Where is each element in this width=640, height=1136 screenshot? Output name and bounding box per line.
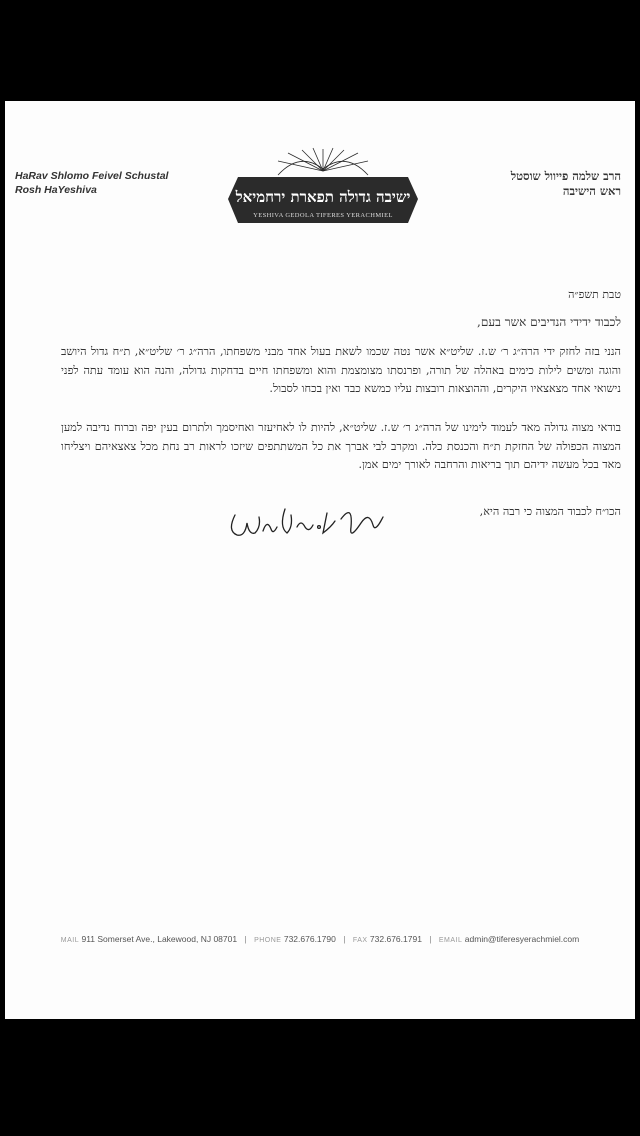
footer-divider: | (343, 934, 346, 944)
open-book-icon (278, 148, 368, 175)
english-rabbi-title: Rosh HaYeshiva (15, 184, 97, 196)
letter-closing: הכו״ח לכבוד המצוה כי רבה היא, (479, 505, 621, 518)
footer-divider: | (429, 934, 432, 944)
email-label: EMAIL (438, 937, 463, 944)
fax-label: FAX (352, 937, 368, 944)
handwritten-signature (223, 497, 393, 545)
mail-label: MAIL (60, 937, 80, 944)
logo-english-name: YESHIVA GEDOLA TIFERES YERACHMIEL (253, 212, 393, 219)
yeshiva-logo (218, 147, 428, 229)
footer-phone: 732.676.1790 (283, 934, 336, 944)
phone-label: PHONE (254, 937, 282, 944)
letter-page (5, 101, 635, 1019)
letter-greeting: לכבוד ידידי הנדיבים אשר בעם, (477, 315, 621, 329)
footer-email: admin@tiferesyerachmiel.com (464, 934, 580, 944)
footer-fax: 732.676.1791 (369, 934, 422, 944)
hebrew-header (511, 169, 621, 199)
footer-divider: | (244, 934, 247, 944)
letterhead-footer (5, 934, 635, 944)
letter-paragraph-2: בודאי מצוה גדולה מאד לעמוד לימינו של הרה״ג ר׳ ש.ז. שליט״א, להיות לו לאחיעזר ואחיסמך ולתרום בעין יפה וברוח נדיבה למען המצוה הכפולה של החזקת ת״ח והכנסת כלה. ומקרב לבי אברך את כל המשתתפים שיזכו לראות רב נחת מכל צאצאיהם ויצליחו מאד בכל מעשה ידיהם תוך בריאות והרחבה לאורך ימים אמן. (61, 421, 621, 471)
footer-address: 911 Somerset Ave., Lakewood, NJ 08701 (81, 934, 238, 944)
letter-paragraph-1: הנני בזה לחזק ידי הרה״ג ר׳ ש.ז. שליט״א אשר נטה שכמו לשאת בעול אחד מבני משפחתו, הרה״ג ר׳ שליט״א, ת״ח גדול היושב והוגה ומשים לילות כימים באהלה של תורה, ופרנסתו מצומצמת והוא ומשפחתו חיים בדחקות גדולה, והנה הוא עומד עתה לפני נישואי אחד מצאצאיו היקרים, וההוצאות רובצות עליו כמשא כבד ואין בכחו לסבול. (61, 345, 621, 395)
english-header (15, 169, 168, 197)
hebrew-rabbi-title: ראש הישיבה (562, 184, 621, 198)
letter-date: טבת תשפ״ה (568, 288, 621, 301)
english-rabbi-name: HaRav Shlomo Feivel Schustal (15, 170, 169, 182)
logo-hebrew-name: ישיבה גדולה תפארת ירחמיאל (235, 188, 411, 206)
hebrew-rabbi-name: הרב שלמה פייוול שוסטל (510, 169, 621, 183)
